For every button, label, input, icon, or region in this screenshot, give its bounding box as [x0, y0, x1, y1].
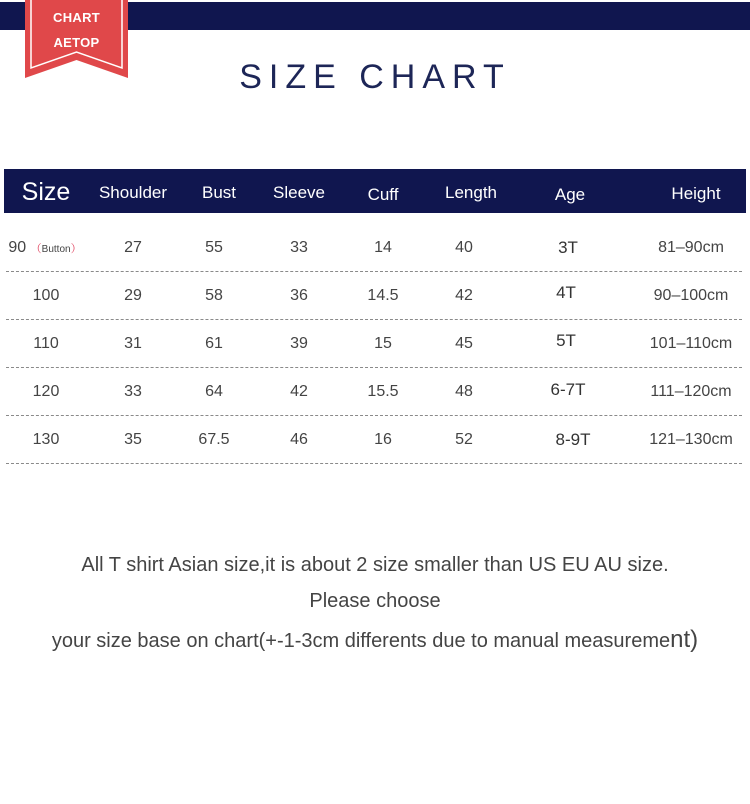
row-divider [6, 319, 742, 320]
cell-height: 111–120cm [650, 383, 732, 400]
row-divider [6, 463, 742, 464]
cell-height: 101–110cm [649, 335, 733, 352]
cell-size: 110 [33, 335, 59, 352]
header-cuff: Cuff [367, 185, 399, 204]
cell-height: 81–90cm [658, 239, 724, 256]
cell-sleeve: 36 [290, 287, 308, 304]
note-line-3-end: nt) [670, 626, 699, 653]
cell-length: 48 [455, 383, 473, 400]
table-row [0, 226, 750, 274]
cell-length: 45 [455, 335, 473, 352]
row-divider [6, 415, 742, 416]
cell-sleeve: 46 [290, 431, 308, 448]
row-divider [6, 271, 742, 272]
cell-length: 52 [455, 431, 473, 448]
cell-shoulder: 31 [124, 335, 142, 352]
paren-open: （ [30, 243, 42, 255]
cell-sleeve: 33 [290, 239, 308, 256]
cell-size: 130 [32, 431, 60, 448]
cell-size [6, 226, 84, 274]
cell-age: 8-9T [555, 430, 591, 449]
table-row [0, 322, 750, 370]
page-title: SIZE CHART [239, 58, 511, 96]
cell-size: 120 [32, 383, 60, 400]
cell-sleeve: 42 [290, 383, 308, 400]
cell-sleeve: 39 [290, 335, 308, 352]
cell-length: 42 [455, 287, 473, 304]
note-line-2: Please choose [309, 590, 441, 612]
cell-age: 3T [558, 238, 578, 257]
header-sleeve: Sleeve [273, 183, 325, 202]
size-note: Button [41, 244, 71, 255]
table-row [0, 418, 750, 466]
cell-shoulder: 35 [124, 431, 142, 448]
cell-size: 100 [32, 287, 60, 304]
cell-shoulder: 27 [124, 239, 142, 256]
cell-cuff: 14 [374, 239, 392, 256]
header-age: Age [554, 185, 586, 204]
cell-age: 6-7T [550, 380, 586, 399]
cell-age: 5T [556, 331, 576, 350]
cell-age: 4T [556, 283, 576, 302]
table-row [0, 370, 750, 418]
cell-height: 121–130cm [649, 431, 733, 448]
note-line-3-main: your size base on chart(+-1-3cm differents due to manual measureme [51, 630, 671, 652]
cell-bust: 64 [205, 383, 223, 400]
header-size: Size [21, 178, 71, 206]
cell-height: 90–100cm [653, 287, 729, 304]
header-height: Height [671, 184, 721, 203]
row-divider [6, 367, 742, 368]
header-bust: Bust [201, 183, 237, 202]
header-length: Length [445, 183, 497, 202]
table-row [0, 274, 750, 322]
badge-line1: CHART [53, 10, 100, 25]
paren-close: ） [70, 243, 82, 255]
cell-cuff: 15 [374, 335, 392, 352]
cell-cuff: 14.5 [367, 287, 399, 304]
cell-cuff: 15.5 [367, 383, 399, 400]
cell-length: 40 [455, 239, 473, 256]
note-line-3 [0, 626, 750, 654]
cell-bust: 55 [205, 239, 223, 256]
size-value: 90 [8, 239, 27, 256]
cell-shoulder: 33 [124, 383, 142, 400]
cell-bust: 67.5 [198, 431, 230, 448]
note-line-1: All T shirt Asian size,it is about 2 size smaller than US EU AU size. [81, 554, 669, 576]
badge-line2: AETOP [53, 35, 100, 50]
cell-bust: 61 [205, 335, 223, 352]
cell-shoulder: 29 [124, 287, 142, 304]
header-shoulder: Shoulder [98, 183, 168, 202]
cell-cuff: 16 [374, 431, 392, 448]
table-header [4, 169, 746, 213]
cell-bust: 58 [205, 287, 223, 304]
